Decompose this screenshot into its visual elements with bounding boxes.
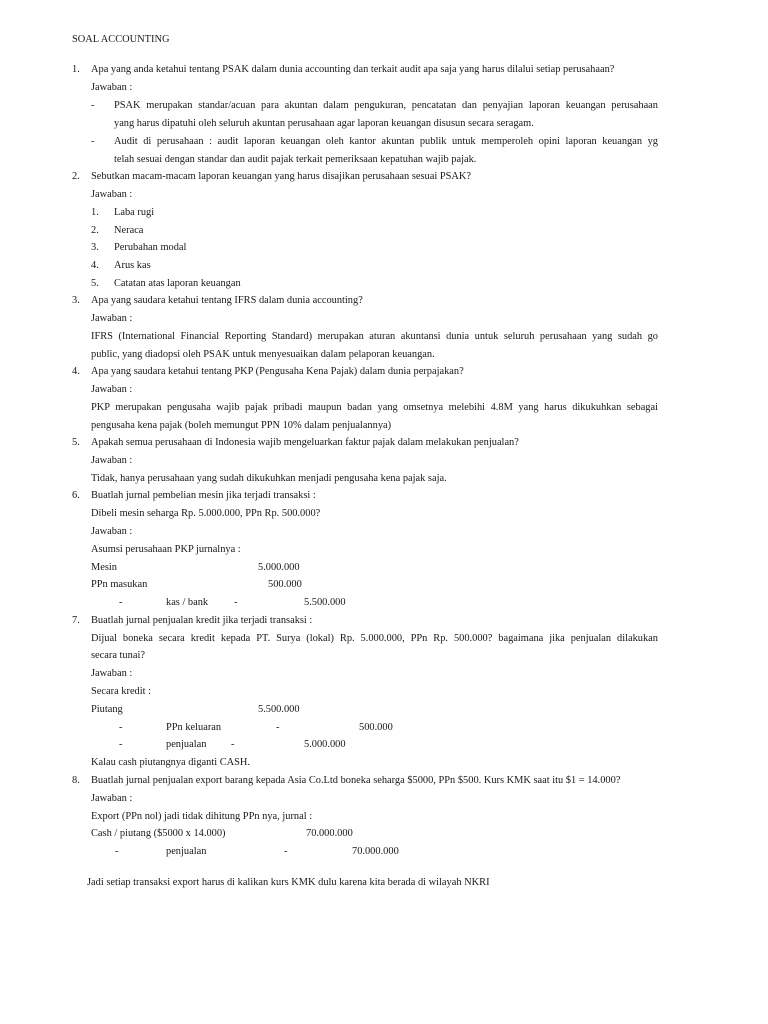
q7-journal-debit-amount: 5.500.000 xyxy=(258,704,300,715)
q5-answer-label: Jawaban : xyxy=(91,455,133,466)
q5-number: 5. xyxy=(72,437,80,448)
q7-journal-dash: - xyxy=(231,739,235,750)
q1-bullet-1-dash: - xyxy=(91,100,95,111)
q4-number: 4. xyxy=(72,366,80,377)
q2-item-text: Catatan atas laporan keuangan xyxy=(114,278,241,289)
q7-journal-dash: - xyxy=(119,739,123,750)
q7-given-line-1: Dijual boneka secara kredit kepada PT. Surya (lokal) Rp. 5.000.000, PPn Rp. 500.000? bagaimana jika penjualan dilakukan xyxy=(91,633,658,644)
q2-answer-label: Jawaban : xyxy=(91,189,133,200)
q7-journal-credit-amount: 5.000.000 xyxy=(304,739,346,750)
q7-number: 7. xyxy=(72,615,80,626)
q7-journal-credit-account: PPn keluaran xyxy=(166,722,222,733)
q2-item-text: Perubahan modal xyxy=(114,242,187,253)
q3-question: Apa yang saudara ketahui tentang IFRS dalam dunia accounting? xyxy=(91,295,363,306)
document-title: SOAL ACCOUNTING xyxy=(72,34,170,45)
q7-journal-dash: - xyxy=(276,722,280,733)
q1-bullet-2-line-1: Audit di perusahaan : audit laporan keuangan oleh kantor akuntan publik untuk memperoleh opini laporan keuangan yg xyxy=(114,136,658,147)
q7-answer-label: Jawaban : xyxy=(91,668,133,679)
q6-assumption: Asumsi perusahaan PKP jurnalnya : xyxy=(91,544,241,555)
q5-answer: Tidak, hanya perusahaan yang sudah dikukuhkan menjadi pengusaha kena pajak saja. xyxy=(91,473,447,484)
q3-answer-line-2: public, yang diadopsi oleh PSAK untuk menyesuaikan dalam pelaporan keuangan. xyxy=(91,349,435,360)
q7-journal-credit-amount: 500.000 xyxy=(359,722,393,733)
q8-journal-debit-amount: 70.000.000 xyxy=(306,828,353,839)
q2-question: Sebutkan macam-macam laporan keuangan yang harus disajikan perusahaan sesuai PSAK? xyxy=(91,171,471,182)
q6-journal-debit-account: Mesin xyxy=(91,562,117,573)
q6-journal-debit-account: PPn masukan xyxy=(91,579,148,590)
q2-item-text: Arus kas xyxy=(114,260,151,271)
q8-answer-label: Jawaban : xyxy=(91,793,133,804)
q7-cash-note: Kalau cash piutangnya diganti CASH. xyxy=(91,757,251,768)
q8-question: Buatlah jurnal penjualan export barang kepada Asia Co.Ltd boneka seharga $5000, PPn $500. Kurs KMK saat itu $1 = 14.000? xyxy=(91,775,621,786)
q3-number: 3. xyxy=(72,295,80,306)
q5-question: Apakah semua perusahaan di Indonesia wajib mengeluarkan faktur pajak dalam melakukan penjualan? xyxy=(91,437,519,448)
q8-number: 8. xyxy=(72,775,80,786)
q7-credit-label: Secara kredit : xyxy=(91,686,152,697)
q8-journal-credit-account: penjualan xyxy=(166,846,207,857)
q3-answer-line-1: IFRS (International Financial Reporting Standard) merupakan aturan akuntansi dunia untuk seluruh perusahaan yang sudah go xyxy=(91,331,658,342)
q1-bullet-2-dash: - xyxy=(91,136,95,147)
q6-journal-debit-amount: 5.000.000 xyxy=(258,562,300,573)
q8-answer-line: Export (PPn nol) jadi tidak dihitung PPn nya, jurnal : xyxy=(91,811,313,822)
q7-journal-dash: - xyxy=(119,722,123,733)
q4-answer-label: Jawaban : xyxy=(91,384,133,395)
q8-journal-debit-account: Cash / piutang ($5000 x 14.000) xyxy=(91,828,226,839)
q6-journal-dash: - xyxy=(234,597,238,608)
q2-item-number: 5. xyxy=(91,278,99,289)
q7-question: Buatlah jurnal penjualan kredit jika terjadi transaksi : xyxy=(91,615,313,626)
q1-answer-label: Jawaban : xyxy=(91,82,133,93)
q1-number: 1. xyxy=(72,64,80,75)
q6-journal-credit-account: kas / bank xyxy=(166,597,209,608)
q1-bullet-1-line-2: yang harus dipatuhi oleh seluruh akuntan perusahaan agar laporan keuangan disusun secara seragam. xyxy=(114,118,534,129)
q6-question: Buatlah jurnal pembelian mesin jika terjadi transaksi : xyxy=(91,490,316,501)
q2-item-number: 1. xyxy=(91,207,99,218)
q6-answer-label: Jawaban : xyxy=(91,526,133,537)
q8-journal-credit-amount: 70.000.000 xyxy=(352,846,399,857)
q4-question: Apa yang saudara ketahui tentang PKP (Pengusaha Kena Pajak) dalam dunia perpajakan? xyxy=(91,366,464,377)
q4-answer-line-2: pengusaha kena pajak (boleh memungut PPN 10% dalam penjualannya) xyxy=(91,420,392,431)
q8-journal-dash: - xyxy=(115,846,119,857)
q7-given-line-2: secara tunai? xyxy=(91,650,145,661)
q2-item-text: Laba rugi xyxy=(114,207,155,218)
q2-item-text: Neraca xyxy=(114,225,144,236)
q6-journal-dash: - xyxy=(119,597,123,608)
q4-answer-line-1: PKP merupakan pengusaha wajib pajak pribadi maupun badan yang omsetnya melebihi 4.8M yang harus dikukuhkan sebagai xyxy=(91,402,658,413)
q7-journal-debit-account: Piutang xyxy=(91,704,123,715)
q1-question: Apa yang anda ketahui tentang PSAK dalam dunia accounting dan terkait audit apa saja yang harus dilalui setiap perusahaan? xyxy=(91,64,615,75)
q7-journal-credit-account: penjualan xyxy=(166,739,207,750)
q6-journal-debit-amount: 500.000 xyxy=(268,579,302,590)
q8-journal-dash: - xyxy=(284,846,288,857)
q6-number: 6. xyxy=(72,490,80,501)
q3-answer-label: Jawaban : xyxy=(91,313,133,324)
q2-item-number: 4. xyxy=(91,260,99,271)
q2-item-number: 3. xyxy=(91,242,99,253)
closing-note: Jadi setiap transaksi export harus di kalikan kurs KMK dulu karena kita berada di wilayah NKRI xyxy=(87,877,490,888)
q2-number: 2. xyxy=(72,171,80,182)
q6-journal-credit-amount: 5.500.000 xyxy=(304,597,346,608)
q1-bullet-2-line-2: telah sesuai dengan standar dan audit pajak terkait pemeriksaan kepatuhan wajib pajak. xyxy=(114,154,477,165)
q1-bullet-1-line-1: PSAK merupakan standar/acuan para akuntan dalam pengukuran, pencatatan dan penyajian laporan keuangan perusahaan xyxy=(114,100,658,111)
q6-given: Dibeli mesin seharga Rp. 5.000.000, PPn Rp. 500.000? xyxy=(91,508,321,519)
q2-item-number: 2. xyxy=(91,225,99,236)
